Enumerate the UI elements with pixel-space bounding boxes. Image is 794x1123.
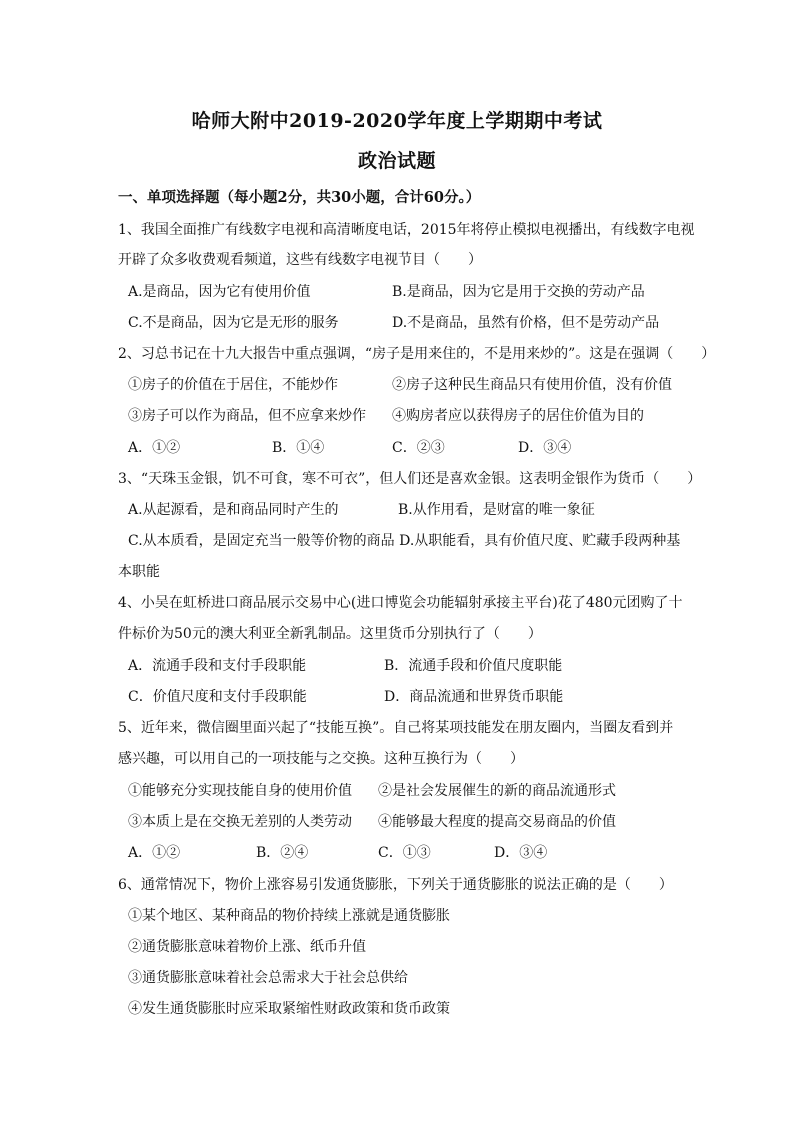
q4-option-d: D．商品流通和世界货币职能 xyxy=(384,689,564,705)
q6-statement-1: ①某个地区、某种商品的物价持续上涨就是通货膨胀 xyxy=(128,908,450,924)
q3-stem-line1: 3、“天珠玉金银，饥不可食，寒不可衣”，但人们还是喜欢金银。这表明金银作为货币（ ） xyxy=(118,471,702,487)
q4-stem-line1: 4、小吴在虹桥进口商品展示交易中心(进口博览会功能辐射承接主平台)花了480元团购了十 xyxy=(118,595,683,611)
q3-option-a: A.从起源看，是和商品同时产生的 xyxy=(128,502,339,518)
q6-statement-4: ④发生通货膨胀时应采取紧缩性财政政策和货币政策 xyxy=(128,1001,450,1017)
q5-statement-3: ③本质上是在交换无差别的人类劳动 xyxy=(128,814,352,830)
exam-title: 哈师大附中2019-2020学年度上学期期中考试 xyxy=(191,110,603,132)
q2-stem-line1: 2、习总书记在十九大报告中重点强调，“房子是用来住的，不是用来炒的”。这是在强调（ ） xyxy=(118,346,716,362)
q1-stem-line2: 开辟了众多收费观看频道，这些有线数字电视节目（ ） xyxy=(118,252,482,268)
q1-option-a: A.是商品，因为它有使用价值 xyxy=(128,284,311,300)
q2-statement-2: ②房子这种民生商品只有使用价值，没有价值 xyxy=(392,377,672,393)
q5-option-c: C．①③ xyxy=(378,845,431,861)
q4-option-c: C．价值尺度和支付手段职能 xyxy=(128,689,307,705)
q1-option-b: B.是商品，因为它是用于交换的劳动产品 xyxy=(392,284,645,300)
q5-statement-2: ②是社会发展催生的新的商品流通形式 xyxy=(378,783,616,799)
q2-statement-3: ③房子可以作为商品，但不应拿来炒作 xyxy=(128,408,366,424)
q4-stem-line2: 件标价为50元的澳大利亚全新乳制品。这里货币分别执行了（ ） xyxy=(118,626,542,642)
q5-option-d: D．③④ xyxy=(494,845,548,861)
q2-option-d: D．③④ xyxy=(518,440,572,456)
q5-statement-1: ①能够充分实现技能自身的使用价值 xyxy=(128,783,352,799)
q1-option-d: D.不是商品，虽然有价格，但不是劳动产品 xyxy=(392,315,660,331)
q2-statement-4: ④购房者应以获得房子的居住价值为目的 xyxy=(392,408,644,424)
q5-statement-4: ④能够最大程度的提高交易商品的价值 xyxy=(378,814,616,830)
q3-option-c-d: C.从本质看，是固定充当一般等价物的商品 D.从职能看，具有价值尺度、贮藏手段两种基 xyxy=(128,533,681,549)
q5-option-a: A．①② xyxy=(128,845,181,861)
q2-option-c: C．②③ xyxy=(392,440,445,456)
q2-option-a: A．①② xyxy=(128,440,181,456)
q6-stem-line1: 6、通常情况下，物价上涨容易引发通货膨胀，下列关于通货膨胀的说法正确的是（ ） xyxy=(118,877,673,893)
q5-option-b: B．②④ xyxy=(256,845,309,861)
q1-stem-line1: 1、我国全面推广有线数字电视和高清晰度电话，2015年将停止模拟电视播出，有线数字电视 xyxy=(118,222,695,238)
q4-option-b: B．流通手段和价值尺度职能 xyxy=(384,658,563,674)
q3-option-d-continued: 本职能 xyxy=(118,564,160,580)
exam-subtitle: 政治试题 xyxy=(357,150,436,172)
q2-statement-1: ①房子的价值在于居住，不能炒作 xyxy=(128,377,338,393)
q6-statement-2: ②通货膨胀意味着物价上涨、纸币升值 xyxy=(128,939,366,955)
q1-option-c: C.不是商品，因为它是无形的服务 xyxy=(128,315,339,331)
q6-statement-3: ③通货膨胀意味着社会总需求大于社会总供给 xyxy=(128,970,408,986)
q3-option-b: B.从作用看，是财富的唯一象征 xyxy=(398,502,595,518)
q4-option-a: A．流通手段和支付手段职能 xyxy=(128,658,307,674)
q2-option-b: B．①④ xyxy=(272,440,325,456)
section-heading: 一、单项选择题（每小题2分，共30小题，合计60分。） xyxy=(118,189,481,206)
q5-stem-line1: 5、近年来，微信圈里面兴起了“技能互换”。自己将某项技能发在朋友圈内，当圈友看到并 xyxy=(118,720,674,736)
q5-stem-line2: 感兴趣，可以用自己的一项技能与之交换。这种互换行为（ ） xyxy=(118,751,524,767)
